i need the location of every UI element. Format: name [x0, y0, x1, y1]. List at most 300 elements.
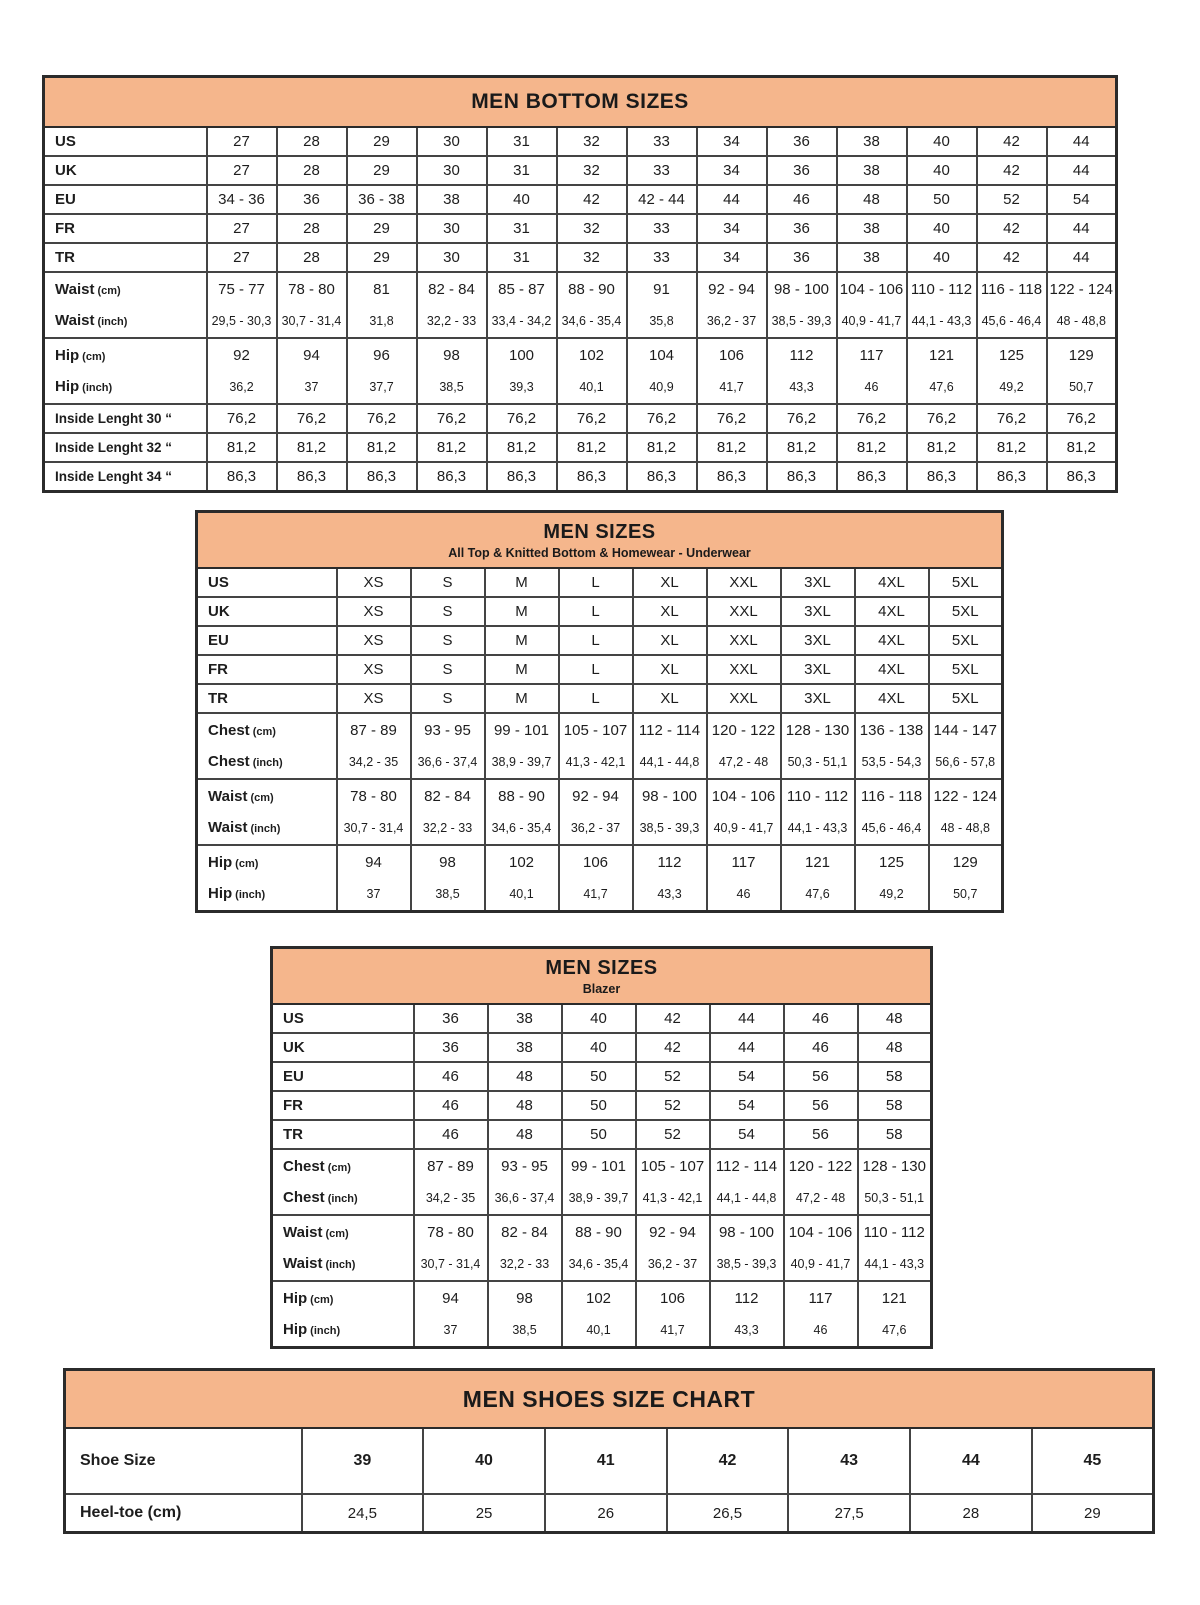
- cell-value: 81,2: [207, 433, 277, 462]
- cell: [347, 272, 417, 338]
- cell-value: 26: [545, 1494, 667, 1533]
- cell-value: 48: [488, 1062, 562, 1091]
- cell-value: 104 - 106: [788, 1224, 853, 1241]
- cell-value: 38: [488, 1033, 562, 1062]
- cell-value: 45,6 - 46,4: [981, 314, 1042, 328]
- cell-value: 48: [488, 1120, 562, 1149]
- cell-value: 30,7 - 31,4: [343, 821, 404, 835]
- row-label-unit: (inch): [325, 1259, 356, 1271]
- cell-value: 86,3: [1047, 462, 1117, 492]
- cell-value: 40,9 - 41,7: [713, 821, 774, 835]
- cell: [781, 845, 855, 912]
- cell-value: 36: [277, 185, 347, 214]
- cell-value: XXL: [707, 626, 781, 655]
- cell-value: 27: [207, 214, 277, 243]
- cell-value: 92: [233, 347, 250, 364]
- cell: [855, 713, 929, 779]
- row-label-line: [55, 306, 206, 336]
- cell-value: 31: [487, 243, 557, 272]
- cell-value: 34: [697, 243, 767, 272]
- row-label-unit: (cm): [250, 792, 274, 804]
- cell-value: 44,1 - 44,8: [716, 1191, 777, 1205]
- cell-value: 86,3: [627, 462, 697, 492]
- row-label-line: [55, 372, 206, 402]
- cell-value: 32,2 - 33: [499, 1257, 550, 1271]
- cell-value: 32,2 - 33: [426, 314, 477, 328]
- cell: [562, 1215, 636, 1281]
- cell-value: 32,2 - 33: [422, 821, 473, 835]
- cell-value: 88 - 90: [575, 1224, 622, 1241]
- cell-value: 31: [487, 127, 557, 156]
- cell-value: 37: [304, 380, 319, 394]
- row-label-text: EU: [283, 1068, 304, 1085]
- cell: [485, 845, 559, 912]
- row-label: [272, 1120, 414, 1149]
- cell-value: 27: [207, 243, 277, 272]
- cell-value: 44: [910, 1428, 1032, 1494]
- cell-value: 98 - 100: [641, 788, 698, 805]
- table-row: [272, 1149, 932, 1215]
- cell-value: S: [411, 597, 485, 626]
- row-label: [272, 1062, 414, 1091]
- cell-value: XS: [337, 655, 411, 684]
- cell-value: XS: [337, 684, 411, 713]
- cell-value: M: [485, 684, 559, 713]
- cell-value: 25: [423, 1494, 545, 1533]
- cell-value: 44,1 - 43,3: [864, 1257, 925, 1271]
- cell-value: 37,7: [369, 380, 394, 394]
- row-label-unit: (inch): [252, 757, 283, 769]
- cell: [562, 1149, 636, 1215]
- cell-value: 94: [365, 854, 382, 871]
- cell-value: 44: [710, 1033, 784, 1062]
- cell: [488, 1149, 562, 1215]
- cell-value: 27: [207, 156, 277, 185]
- cell-value: 4XL: [855, 568, 929, 597]
- cell-value: 40: [907, 156, 977, 185]
- cell-value: M: [485, 626, 559, 655]
- table-row: [44, 462, 1117, 492]
- row-label: [44, 433, 207, 462]
- row-label-text: Hip: [283, 1321, 308, 1338]
- cell-value: 29,5 - 30,3: [211, 314, 272, 328]
- cell-value: M: [485, 568, 559, 597]
- cell-value: 99 - 101: [570, 1158, 627, 1175]
- cell-value: 75 - 77: [218, 281, 265, 298]
- cell-value: 105 - 107: [640, 1158, 705, 1175]
- cell-value: 81,2: [1047, 433, 1117, 462]
- row-label-text: EU: [55, 191, 76, 208]
- cell-value: 81,2: [277, 433, 347, 462]
- row-label-text: US: [208, 574, 229, 591]
- table-row: [272, 1120, 932, 1149]
- cell-value: 36: [767, 243, 837, 272]
- table-row: [272, 1004, 932, 1033]
- cell-value: 41,7: [660, 1323, 685, 1337]
- row-label-text: Chest: [208, 722, 250, 739]
- cell-value: 120 - 122: [711, 722, 776, 739]
- cell: [837, 338, 907, 404]
- cell-value: 40,9: [649, 380, 674, 394]
- cell: [977, 272, 1047, 338]
- cell-value: 37: [443, 1323, 458, 1337]
- cell-value: 78 - 80: [350, 788, 397, 805]
- cell-value: 38,5: [439, 380, 464, 394]
- cell-value: 37: [366, 887, 381, 901]
- cell-value: 38,5: [512, 1323, 537, 1337]
- cell-value: 44: [1047, 127, 1117, 156]
- cell-value: 50: [562, 1120, 636, 1149]
- row-label-line: [208, 747, 336, 777]
- cell: [767, 272, 837, 338]
- cell-value: 29: [347, 156, 417, 185]
- cell-value: 102: [508, 854, 535, 871]
- cell-value: XXL: [707, 684, 781, 713]
- table-subtitle: All Top & Knitted Bottom & Homewear - Underwear: [448, 545, 751, 560]
- table-title: MEN SIZES: [545, 956, 658, 979]
- row-label-text: FR: [208, 661, 228, 678]
- cell-value: 82 - 84: [428, 281, 475, 298]
- cell-value: 76,2: [207, 404, 277, 433]
- row-label-line: [283, 1249, 413, 1279]
- cell-value: 47,6: [805, 887, 830, 901]
- cell-value: 106: [659, 1290, 686, 1307]
- cell-value: 76,2: [487, 404, 557, 433]
- cell-value: 41,7: [719, 380, 744, 394]
- cell: [837, 272, 907, 338]
- row-label-text: UK: [208, 603, 230, 620]
- cell-value: 38: [837, 243, 907, 272]
- cell-value: 144 - 147: [933, 722, 997, 739]
- row-label-text: US: [283, 1010, 304, 1027]
- cell-value: 42: [636, 1033, 710, 1062]
- header-band: [197, 512, 1003, 569]
- cell-value: 87 - 89: [427, 1158, 474, 1175]
- cell-value: 38,9 - 39,7: [491, 755, 552, 769]
- row-label-unit: (cm): [325, 1228, 349, 1240]
- cell: [784, 1149, 858, 1215]
- cell-value: 46: [414, 1091, 488, 1120]
- cell-value: 49,2: [999, 380, 1024, 394]
- cell-value: 86,3: [277, 462, 347, 492]
- row-label-text: UK: [55, 162, 77, 179]
- cell-value: 42: [977, 127, 1047, 156]
- cell: [1047, 338, 1117, 404]
- cell-value: 54: [1047, 185, 1117, 214]
- row-label-line: [283, 1217, 413, 1249]
- row-label-text: TR: [208, 690, 228, 707]
- table-row: [272, 1091, 932, 1120]
- row-label-unit: (inch): [327, 1193, 358, 1205]
- cell-value: 38,5 - 39,3: [639, 821, 700, 835]
- cell-value: 40: [907, 214, 977, 243]
- cell-value: 78 - 80: [288, 281, 335, 298]
- cell-value: 81,2: [767, 433, 837, 462]
- cell: [784, 1281, 858, 1348]
- cell-value: 29: [347, 243, 417, 272]
- cell: [707, 713, 781, 779]
- cell-value: 47,2 - 48: [795, 1191, 846, 1205]
- cell-value: 76,2: [697, 404, 767, 433]
- cell-value: 4XL: [855, 597, 929, 626]
- cell-value: 30: [417, 243, 487, 272]
- cell-value: 92 - 94: [708, 281, 755, 298]
- cell-value: 28: [277, 127, 347, 156]
- cell-value: 38: [488, 1004, 562, 1033]
- cell-value: 31: [487, 214, 557, 243]
- cell-value: 36: [767, 214, 837, 243]
- cell-value: 38,9 - 39,7: [568, 1191, 629, 1205]
- cell-value: 58: [858, 1062, 932, 1091]
- cell-value: 34: [697, 156, 767, 185]
- cell-value: 128 - 130: [785, 722, 850, 739]
- row-label-text: Inside Lenght 34 “: [55, 469, 173, 484]
- row-label: [44, 127, 207, 156]
- cell-value: 50,3 - 51,1: [787, 755, 848, 769]
- cell: [487, 338, 557, 404]
- cell: [707, 779, 781, 845]
- row-label-unit: (inch): [250, 823, 281, 835]
- row-label-unit: (cm): [327, 1162, 351, 1174]
- cell: [858, 1281, 932, 1348]
- cell-value: 33: [627, 214, 697, 243]
- cell-value: 46: [767, 185, 837, 214]
- cell-value: 76,2: [557, 404, 627, 433]
- cell-value: 81,2: [557, 433, 627, 462]
- row-label-text: Waist: [283, 1255, 323, 1272]
- cell-value: 98 - 100: [773, 281, 830, 298]
- cell: [417, 272, 487, 338]
- cell-value: 86,3: [487, 462, 557, 492]
- cell-value: 104: [648, 347, 675, 364]
- cell-value: 34,6 - 35,4: [491, 821, 552, 835]
- row-label: [44, 156, 207, 185]
- row-label-text: Waist: [283, 1224, 323, 1241]
- cell-value: 81,2: [697, 433, 767, 462]
- cell-value: 86,3: [837, 462, 907, 492]
- cell-value: 92 - 94: [649, 1224, 696, 1241]
- cell-value: 50,7: [953, 887, 978, 901]
- cell-value: 46: [784, 1033, 858, 1062]
- cell: [488, 1215, 562, 1281]
- row-label-unit: (cm): [310, 1294, 334, 1306]
- cell: [929, 845, 1003, 912]
- row-label-text: Hip: [208, 885, 233, 902]
- row-label: [44, 214, 207, 243]
- table-row: [272, 1281, 932, 1348]
- cell-value: 38,5 - 39,3: [716, 1257, 777, 1271]
- cell-value: 26,5: [667, 1494, 789, 1533]
- cell-value: 128 - 130: [862, 1158, 926, 1175]
- row-label-text: Waist: [55, 312, 95, 329]
- cell: [633, 845, 707, 912]
- cell-value: 117: [731, 854, 756, 871]
- cell-value: 52: [636, 1062, 710, 1091]
- cell-value: 3XL: [781, 568, 855, 597]
- cell-value: 36,6 - 37,4: [417, 755, 478, 769]
- row-label-text: Waist: [208, 788, 248, 805]
- cell-value: 85 - 87: [498, 281, 545, 298]
- row-label-line: [208, 847, 336, 879]
- table-row: [44, 338, 1117, 404]
- row-label: [197, 568, 337, 597]
- cell: [707, 845, 781, 912]
- cell-value: 98: [439, 854, 456, 871]
- row-label-text: Waist: [55, 281, 95, 298]
- cell-value: 40: [487, 185, 557, 214]
- cell: [347, 338, 417, 404]
- cell-value: 44,1 - 43,3: [911, 314, 972, 328]
- cell-value: 81: [373, 281, 390, 298]
- cell-value: 27,5: [788, 1494, 910, 1533]
- cell-value: 32: [557, 156, 627, 185]
- row-label: [44, 185, 207, 214]
- cell: [636, 1149, 710, 1215]
- cell-value: 3XL: [781, 626, 855, 655]
- cell-value: 36: [767, 127, 837, 156]
- row-label-text: Chest: [283, 1189, 325, 1206]
- cell: [414, 1281, 488, 1348]
- cell-value: 40,9 - 41,7: [790, 1257, 851, 1271]
- cell: [710, 1215, 784, 1281]
- cell: [633, 713, 707, 779]
- cell-value: 86,3: [557, 462, 627, 492]
- cell: [855, 779, 929, 845]
- cell-value: 81,2: [487, 433, 557, 462]
- row-label-text: TR: [283, 1126, 303, 1143]
- cell-value: 43: [788, 1428, 910, 1494]
- cell-value: XS: [337, 626, 411, 655]
- cell-value: 40,9 - 41,7: [841, 314, 902, 328]
- cell-value: 28: [277, 156, 347, 185]
- cell-value: 81,2: [907, 433, 977, 462]
- cell-value: 56,6 - 57,8: [935, 755, 996, 769]
- row-label-unit: (cm): [235, 858, 259, 870]
- cell-value: 36,2 - 37: [706, 314, 757, 328]
- cell-value: 33: [627, 243, 697, 272]
- cell-value: M: [485, 655, 559, 684]
- table-row: [197, 684, 1003, 713]
- table-row: [44, 127, 1117, 156]
- row-label-line: [283, 1315, 413, 1345]
- header-band: [44, 77, 1117, 128]
- cell-value: 40: [907, 127, 977, 156]
- cell-value: 42: [667, 1428, 789, 1494]
- cell-value: 86,3: [347, 462, 417, 492]
- cell-value: 117: [859, 347, 884, 364]
- cell-value: 86,3: [207, 462, 277, 492]
- cell: [633, 779, 707, 845]
- cell-value: 52: [636, 1091, 710, 1120]
- row-label: [272, 1004, 414, 1033]
- cell-value: 46: [813, 1323, 828, 1337]
- cell-value: 48: [858, 1033, 932, 1062]
- cell-value: 112: [657, 854, 682, 871]
- cell-value: 47,6: [929, 380, 954, 394]
- cell-value: 42 - 44: [627, 185, 697, 214]
- cell-value: 110 - 112: [863, 1224, 925, 1241]
- cell: [636, 1215, 710, 1281]
- cell-value: S: [411, 655, 485, 684]
- men-sizes-blazer-table: [270, 946, 933, 1349]
- row-label-line: [208, 813, 336, 843]
- cell: [337, 779, 411, 845]
- cell-value: 38,5: [435, 887, 460, 901]
- cell-value: 46: [784, 1004, 858, 1033]
- cell: [907, 272, 977, 338]
- row-label-line: [208, 879, 336, 909]
- cell-value: 33: [627, 127, 697, 156]
- cell-value: 54: [710, 1120, 784, 1149]
- cell: [557, 272, 627, 338]
- cell-value: 36: [414, 1033, 488, 1062]
- cell-value: L: [559, 597, 633, 626]
- cell: [485, 713, 559, 779]
- cell-value: 105 - 107: [563, 722, 628, 739]
- row-label: [65, 1494, 302, 1533]
- row-label-text: US: [55, 133, 76, 150]
- cell: [977, 338, 1047, 404]
- men-shoes-size-chart-table: [63, 1368, 1155, 1534]
- row-label: [197, 597, 337, 626]
- row-label-text: Hip: [55, 347, 80, 364]
- row-label-line: [55, 340, 206, 372]
- cell-value: 88 - 90: [498, 788, 545, 805]
- row-label-unit: (cm): [97, 285, 121, 297]
- cell-value: 36,2: [229, 380, 254, 394]
- cell-value: 34,2 - 35: [425, 1191, 476, 1205]
- table-row: [197, 845, 1003, 912]
- cell-value: 34,6 - 35,4: [568, 1257, 629, 1271]
- row-label-unit: (inch): [310, 1325, 341, 1337]
- cell-value: 44: [697, 185, 767, 214]
- table-title: MEN SHOES SIZE CHART: [462, 1385, 756, 1412]
- cell-value: XL: [633, 597, 707, 626]
- cell: [1047, 272, 1117, 338]
- cell: [781, 713, 855, 779]
- cell-value: 36 - 38: [347, 185, 417, 214]
- row-label: [197, 626, 337, 655]
- cell-value: 3XL: [781, 684, 855, 713]
- cell: [627, 272, 697, 338]
- row-label: [44, 404, 207, 433]
- cell-value: XL: [633, 626, 707, 655]
- row-label-text: Chest: [208, 753, 250, 770]
- cell: [562, 1281, 636, 1348]
- men-sizes-blazer: [270, 946, 933, 1349]
- cell-value: 44,1 - 43,3: [787, 821, 848, 835]
- cell-value: 102: [585, 1290, 612, 1307]
- cell-value: 117: [808, 1290, 833, 1307]
- row-label-line: [283, 1151, 413, 1183]
- cell-value: 5XL: [929, 684, 1003, 713]
- cell-value: 42: [977, 156, 1047, 185]
- cell-value: 46: [736, 887, 751, 901]
- cell-value: XL: [633, 655, 707, 684]
- cell-value: 81,2: [347, 433, 417, 462]
- cell-value: 40: [423, 1428, 545, 1494]
- row-label-text: Hip: [208, 854, 233, 871]
- cell-value: 76,2: [627, 404, 697, 433]
- cell-value: 76,2: [1047, 404, 1117, 433]
- cell: [627, 338, 697, 404]
- cell-value: 52: [636, 1120, 710, 1149]
- cell-value: 78 - 80: [427, 1224, 474, 1241]
- cell-value: 112 - 114: [715, 1158, 778, 1175]
- row-label: [197, 655, 337, 684]
- row-label-text: FR: [55, 220, 75, 237]
- cell-value: L: [559, 568, 633, 597]
